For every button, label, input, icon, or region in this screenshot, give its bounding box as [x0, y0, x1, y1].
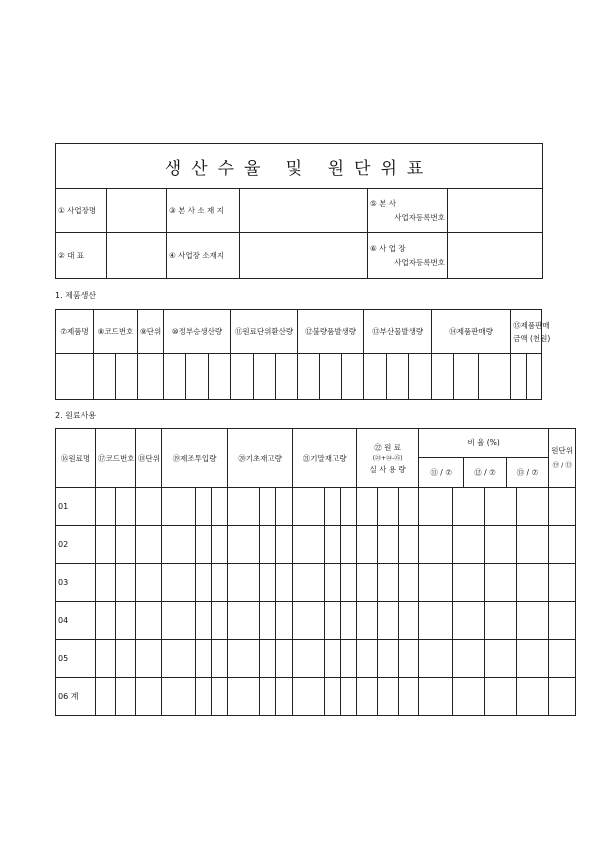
hq-address-label: ③ 본 사 소 재 지 [167, 189, 240, 233]
material-table [55, 428, 576, 716]
material-code-header: ⑰코드번호 [96, 429, 136, 488]
hq-address-field[interactable] [240, 189, 368, 233]
sales-amount-header: ⑮제품판매 금액 (천원) [511, 310, 542, 354]
hq-regno-label: ⑤ 본 사 사업자등록번호 [368, 189, 448, 233]
site-regno-field[interactable] [448, 233, 543, 279]
site-regno-label: ⑥ 사 업 장 사업자등록번호 [368, 233, 448, 279]
business-name-field[interactable] [107, 189, 167, 233]
closing-stock-header: ㉑기말재고량 [293, 429, 357, 488]
row-label: 03 [56, 564, 96, 602]
mfg-input-header: ⑲제조투입량 [162, 429, 228, 488]
row-label: 05 [56, 640, 96, 678]
material-unit-header: ⑱단위 [136, 429, 162, 488]
actual-usage-header: ㉒ 원 료 (㉓+㉔-㉕) 실 사 용 량 [357, 429, 419, 488]
row-label: 06 계 [56, 678, 96, 716]
byproduct-header: ⑬부산물발생량 [364, 310, 432, 354]
row-label: 04 [56, 602, 96, 640]
row-label: 02 [56, 526, 96, 564]
site-address-label: ④ 사업장 소재지 [167, 233, 240, 279]
row-label: 01 [56, 488, 96, 526]
product-name-header: ⑦제품명 [56, 310, 94, 354]
representative-field[interactable] [107, 233, 167, 279]
section1-label: 1. 제품생산 [55, 291, 97, 300]
site-address-field[interactable] [240, 233, 368, 279]
page-title: 생산수율 및 원단위표 [56, 144, 543, 189]
ratio-header: 비 율 (%) ⑪ / ⑦ ⑫ / ⑦ ⑬ / ⑦ [419, 429, 549, 488]
unit-header: ⑨단위 [138, 310, 164, 354]
material-name-header: ⑯원료명 [56, 429, 96, 488]
sales-qty-header: ⑭제품판매량 [432, 310, 511, 354]
unit-ratio-header: 원단위 ⑲ / ⑬ [549, 429, 576, 488]
gov-production-header: ⑩정부승생산량 [164, 310, 231, 354]
header-block [55, 143, 543, 279]
product-code-header: ⑧코드번호 [94, 310, 138, 354]
product-table [55, 309, 551, 400]
hq-regno-field[interactable] [448, 189, 543, 233]
section2-label: 2. 원료사용 [55, 411, 97, 420]
representative-label: ② 대 표 [56, 233, 107, 279]
product-name-cell[interactable] [56, 354, 94, 400]
material-unit-conv-header: ⑪원료단위환산량 [231, 310, 298, 354]
defect-header: ⑫불량품발생량 [298, 310, 364, 354]
opening-stock-header: ⑳기초재고량 [228, 429, 293, 488]
business-name-label: ① 사업장명 [56, 189, 107, 233]
